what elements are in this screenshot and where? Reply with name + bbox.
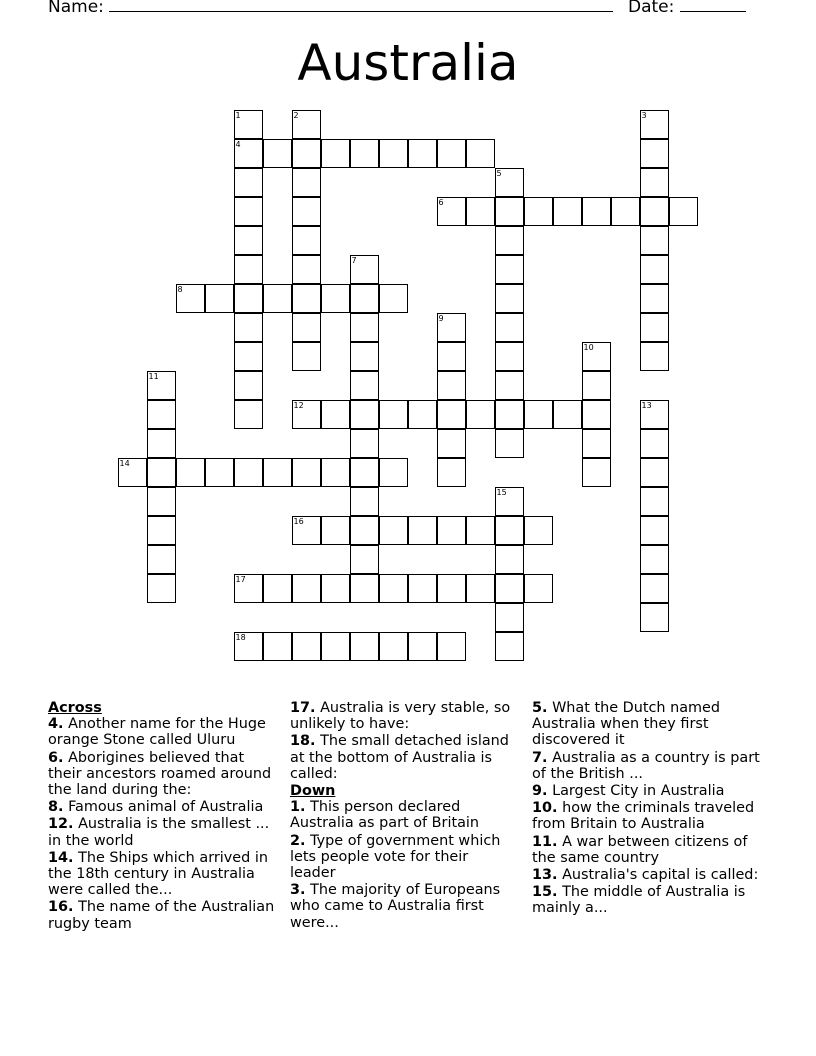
- grid-cell[interactable]: [640, 603, 669, 632]
- grid-cell[interactable]: [553, 197, 582, 226]
- grid-cell[interactable]: [524, 400, 553, 429]
- clue-down-5: 5. What the Dutch named Australia when they first discovered it: [532, 700, 721, 749]
- grid-cell[interactable]: [118, 458, 147, 487]
- grid-cell[interactable]: [321, 574, 350, 603]
- grid-cell[interactable]: [640, 574, 669, 603]
- grid-cell[interactable]: [234, 632, 263, 661]
- clue-across-17: 17. Australia is very stable, so unlikely to have:: [290, 700, 511, 733]
- grid-cell[interactable]: [292, 255, 321, 284]
- grid-cell[interactable]: [147, 487, 176, 516]
- grid-cell[interactable]: [234, 574, 263, 603]
- clue-across-16: 16. The name of the Australian rugby team: [48, 899, 275, 932]
- clue-down-13: 13. Australia's capital is called:: [532, 867, 759, 884]
- grid-cell[interactable]: [292, 342, 321, 371]
- grid-cell[interactable]: [495, 226, 524, 255]
- grid-cell[interactable]: [350, 400, 379, 429]
- grid-cell[interactable]: [263, 458, 292, 487]
- clue-number: 6: [438, 198, 444, 207]
- grid-cell[interactable]: [640, 226, 669, 255]
- grid-cell[interactable]: [495, 487, 524, 516]
- clue-number: 14: [119, 459, 130, 468]
- grid-cell[interactable]: [350, 342, 379, 371]
- grid-cell[interactable]: [147, 458, 176, 487]
- grid-cell[interactable]: [234, 313, 263, 342]
- grid-cell[interactable]: [437, 429, 466, 458]
- grid-cell[interactable]: [350, 545, 379, 574]
- grid-cell[interactable]: [292, 168, 321, 197]
- grid-cell[interactable]: [437, 342, 466, 371]
- grid-cell[interactable]: [582, 342, 611, 371]
- clue-down-7: 7. Australia as a country is part of the British ...: [532, 749, 760, 782]
- clue-down-10: 10. how the criminals traveled from Britain to Australia: [532, 800, 755, 833]
- grid-cell[interactable]: [292, 313, 321, 342]
- grid-cell[interactable]: [640, 197, 669, 226]
- grid-cell[interactable]: [582, 458, 611, 487]
- clue-across-4: 4. Another name for the Huge orange Stone called Uluru: [48, 716, 266, 749]
- clue-number: 17: [235, 575, 246, 584]
- clue-down-2: 2. Type of government which lets people vote for their leader: [290, 832, 501, 882]
- clue-number: 1: [235, 111, 241, 120]
- grid-cell[interactable]: [379, 632, 408, 661]
- grid-cell[interactable]: [350, 284, 379, 313]
- grid-cell[interactable]: [292, 400, 321, 429]
- grid-cell[interactable]: [640, 139, 669, 168]
- grid-cell[interactable]: [495, 371, 524, 400]
- grid-cell[interactable]: [350, 632, 379, 661]
- grid-cell[interactable]: [379, 516, 408, 545]
- grid-cell[interactable]: [495, 574, 524, 603]
- grid-cell[interactable]: [350, 429, 379, 458]
- grid-cell[interactable]: [292, 516, 321, 545]
- grid-cell[interactable]: [147, 400, 176, 429]
- grid-cell[interactable]: [495, 516, 524, 545]
- grid-cell[interactable]: [321, 458, 350, 487]
- grid-cell[interactable]: [147, 574, 176, 603]
- grid-cell[interactable]: [176, 284, 205, 313]
- grid-cell[interactable]: [292, 110, 321, 139]
- grid-cell[interactable]: [263, 139, 292, 168]
- grid-cell[interactable]: [640, 400, 669, 429]
- grid-cell[interactable]: [350, 458, 379, 487]
- clue-number: 8: [177, 285, 183, 294]
- clue-number: 18: [235, 633, 246, 642]
- clue-down-11: 11. A war between citizens of the same country: [532, 833, 748, 866]
- name-label: Name:: [48, 0, 104, 17]
- grid-cell[interactable]: [234, 255, 263, 284]
- grid-cell[interactable]: [321, 284, 350, 313]
- grid-cell[interactable]: [582, 371, 611, 400]
- grid-cell[interactable]: [437, 197, 466, 226]
- grid-cell[interactable]: [495, 632, 524, 661]
- grid-cell[interactable]: [640, 487, 669, 516]
- grid-cell[interactable]: [582, 429, 611, 458]
- grid-cell[interactable]: [147, 545, 176, 574]
- grid-cell[interactable]: [205, 284, 234, 313]
- grid-cell[interactable]: [437, 313, 466, 342]
- grid-cell[interactable]: [640, 429, 669, 458]
- grid-cell[interactable]: [234, 168, 263, 197]
- grid-cell[interactable]: [640, 458, 669, 487]
- grid-cell[interactable]: [263, 284, 292, 313]
- grid-cell[interactable]: [524, 197, 553, 226]
- grid-cell[interactable]: [205, 458, 234, 487]
- grid-cell[interactable]: [495, 400, 524, 429]
- clue-across-18: 18. The small detached island at the bottom of Australia is called:: [290, 733, 509, 782]
- clue-down-1: 1. This person declared Australia as part of Britain: [290, 799, 480, 832]
- grid-cell[interactable]: [292, 284, 321, 313]
- grid-cell[interactable]: [466, 197, 495, 226]
- grid-cell[interactable]: [321, 400, 350, 429]
- clue-number: 11: [148, 372, 159, 381]
- grid-cell[interactable]: [234, 284, 263, 313]
- grid-cell[interactable]: [379, 458, 408, 487]
- grid-cell[interactable]: [292, 574, 321, 603]
- clue-number: 4: [235, 140, 241, 149]
- clue-number: 12: [293, 401, 304, 410]
- grid-cell[interactable]: [466, 574, 495, 603]
- grid-cell[interactable]: [437, 574, 466, 603]
- grid-cell[interactable]: [408, 574, 437, 603]
- grid-cell[interactable]: [176, 458, 205, 487]
- grid-cell[interactable]: [321, 632, 350, 661]
- clue-across-8: 8. Famous animal of Australia: [48, 799, 264, 816]
- clues-column-1: [48, 700, 276, 933]
- grid-cell[interactable]: [437, 400, 466, 429]
- grid-cell[interactable]: [408, 400, 437, 429]
- grid-cell[interactable]: [553, 400, 582, 429]
- clue-down-9: 9. Largest City in Australia: [532, 783, 725, 800]
- across-heading: Across: [48, 700, 102, 716]
- clues-column-2: [290, 700, 516, 932]
- grid-cell[interactable]: [640, 110, 669, 139]
- clue-across-14: 14. The Ships which arrived in the 18th century in Australia were called the...: [48, 849, 268, 899]
- grid-cell[interactable]: [640, 284, 669, 313]
- grid-cell[interactable]: [234, 226, 263, 255]
- grid-cell[interactable]: [350, 371, 379, 400]
- grid-cell[interactable]: [437, 632, 466, 661]
- grid-cell[interactable]: [669, 197, 698, 226]
- clue-number: 5: [496, 169, 502, 178]
- grid-cell[interactable]: [582, 197, 611, 226]
- grid-cell[interactable]: [524, 574, 553, 603]
- grid-cell[interactable]: [379, 400, 408, 429]
- grid-cell[interactable]: [147, 371, 176, 400]
- grid-cell[interactable]: [582, 400, 611, 429]
- grid-cell[interactable]: [292, 197, 321, 226]
- grid-cell[interactable]: [495, 603, 524, 632]
- clue-down-3: 3. The majority of Europeans who came to Australia first were...: [290, 882, 501, 931]
- grid-cell[interactable]: [437, 516, 466, 545]
- grid-cell[interactable]: [611, 197, 640, 226]
- grid-cell[interactable]: [495, 255, 524, 284]
- grid-cell[interactable]: [495, 342, 524, 371]
- grid-cell[interactable]: [379, 139, 408, 168]
- grid-cell[interactable]: [495, 429, 524, 458]
- grid-cell[interactable]: [350, 516, 379, 545]
- grid-cell[interactable]: [350, 255, 379, 284]
- grid-cell[interactable]: [466, 516, 495, 545]
- grid-cell[interactable]: [437, 371, 466, 400]
- grid-cell[interactable]: [640, 545, 669, 574]
- grid-cell[interactable]: [350, 574, 379, 603]
- grid-cell[interactable]: [495, 168, 524, 197]
- grid-cell[interactable]: [292, 226, 321, 255]
- grid-cell[interactable]: [263, 632, 292, 661]
- grid-cell[interactable]: [263, 574, 292, 603]
- grid-cell[interactable]: [437, 458, 466, 487]
- grid-cell[interactable]: [350, 139, 379, 168]
- grid-cell[interactable]: [495, 313, 524, 342]
- grid-cell[interactable]: [466, 400, 495, 429]
- grid-cell[interactable]: [495, 284, 524, 313]
- grid-cell[interactable]: [292, 139, 321, 168]
- page-title: Australia: [297, 34, 519, 92]
- grid-cell[interactable]: [495, 545, 524, 574]
- grid-cell[interactable]: [292, 632, 321, 661]
- grid-cell[interactable]: [379, 574, 408, 603]
- date-label: Date:: [628, 0, 675, 17]
- clue-across-12: 12. Australia is the smallest ... in the world: [48, 816, 270, 849]
- grid-cell[interactable]: [234, 139, 263, 168]
- grid-cell[interactable]: [379, 284, 408, 313]
- grid-cell[interactable]: [234, 458, 263, 487]
- grid-cell[interactable]: [524, 516, 553, 545]
- grid-cell[interactable]: [234, 342, 263, 371]
- grid-cell[interactable]: [234, 400, 263, 429]
- grid-cell[interactable]: [408, 632, 437, 661]
- grid-cell[interactable]: [234, 197, 263, 226]
- grid-cell[interactable]: [640, 313, 669, 342]
- grid-cell[interactable]: [466, 139, 495, 168]
- down-heading: Down: [290, 783, 336, 800]
- grid-cell[interactable]: [292, 458, 321, 487]
- grid-cell[interactable]: [321, 139, 350, 168]
- grid-cell[interactable]: [495, 197, 524, 226]
- grid-cell[interactable]: [408, 516, 437, 545]
- grid-cell[interactable]: [640, 255, 669, 284]
- clue-number: 3: [641, 111, 647, 120]
- grid-cell[interactable]: [350, 313, 379, 342]
- clue-across-6: 6. Aborigines believed that their ancestors roamed around the land during the:: [48, 749, 272, 799]
- grid-cell[interactable]: [640, 168, 669, 197]
- grid-cell[interactable]: [234, 371, 263, 400]
- grid-cell[interactable]: [147, 429, 176, 458]
- clue-number: 10: [583, 343, 594, 352]
- grid-cell[interactable]: [350, 487, 379, 516]
- grid-cell[interactable]: [321, 516, 350, 545]
- clue-number: 9: [438, 314, 444, 323]
- clue-number: 16: [293, 517, 304, 526]
- grid-cell[interactable]: [408, 139, 437, 168]
- grid-cell[interactable]: [640, 342, 669, 371]
- grid-cell[interactable]: [234, 110, 263, 139]
- clue-number: 7: [351, 256, 357, 265]
- clue-number: 2: [293, 111, 299, 120]
- clues-column-3: [532, 700, 768, 918]
- clue-number: 13: [641, 401, 652, 410]
- grid-cell[interactable]: [147, 516, 176, 545]
- clue-number: 15: [496, 488, 507, 497]
- clue-down-15: 15. The middle of Australia is mainly a...: [532, 884, 746, 917]
- grid-cell[interactable]: [640, 516, 669, 545]
- grid-cell[interactable]: [437, 139, 466, 168]
